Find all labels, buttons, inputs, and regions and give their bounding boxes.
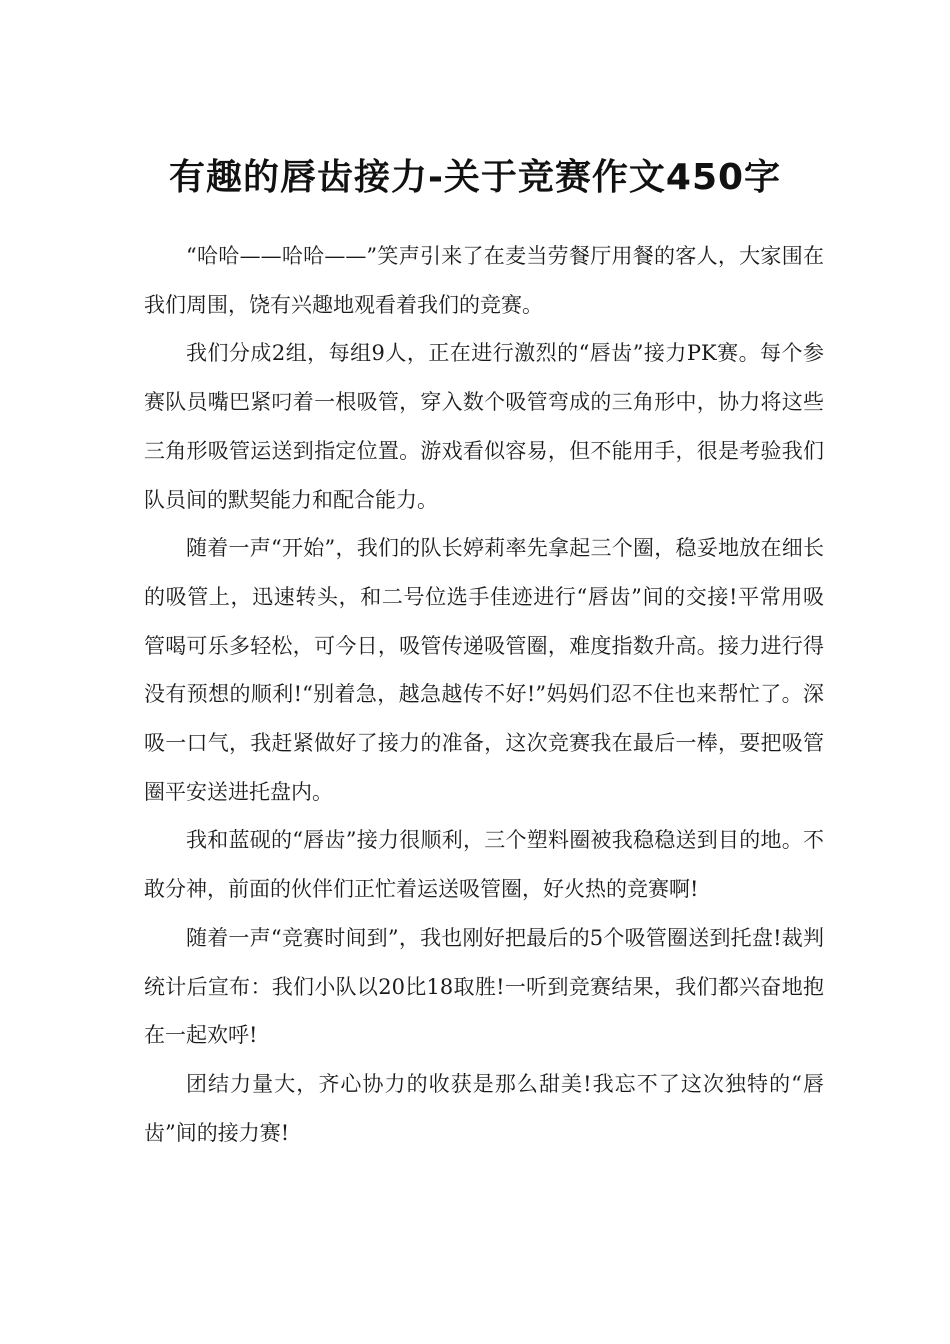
paragraph-2: 我们分成2组，每组9人，正在进行激烈的“唇齿”接力PK赛。每个参赛队员嘴巴紧叼着一根吸管，穿入数个吸管弯成的三角形中，协力将这些三角形吸管运送到指定位置。游戏看似容易，但不能用手，很是考验我们队员间的默契能力和配合能力。 — [144, 341, 824, 512]
document-body — [144, 232, 824, 1157]
paragraph-4: 我和蓝砚的“唇齿”接力很顺利，三个塑料圈被我稳稳送到目的地。不敢分神，前面的伙伴们正忙着运送吸管圈，好火热的竞赛啊! — [144, 828, 824, 902]
paragraph-6: 团结力量大，齐心协力的收获是那么甜美!我忘不了这次独特的“唇齿”间的接力赛! — [144, 1071, 824, 1145]
document-title: 有趣的唇齿接力-关于竞赛作文450字 — [168, 157, 782, 199]
paragraph-3: 随着一声“开始”，我们的队长婷莉率先拿起三个圈，稳妥地放在细长的吸管上，迅速转头，和二号位选手佳迹进行“唇齿”间的交接!平常用吸管喝可乐多轻松，可今日，吸管传递吸管圈，难度指数升高。接力进行得没有预想的顺利!“别着急，越急越传不好!”妈妈们忍不住也来帮忙了。深吸一口气，我赶紧做好了接力的准备，这次竞赛我在最后一棒，要把吸管圈平安送进托盘内。 — [144, 536, 824, 804]
paragraph-5: 随着一声“竞赛时间到”，我也刚好把最后的5个吸管圈送到托盘!裁判统计后宣布：我们小队以20比18取胜!一听到竞赛结果，我们都兴奋地抱在一起欢呼! — [144, 925, 824, 1048]
paragraph-1: “哈哈——哈哈——”笑声引来了在麦当劳餐厅用餐的客人，大家围在我们周围，饶有兴趣地观看着我们的竞赛。 — [144, 244, 824, 317]
